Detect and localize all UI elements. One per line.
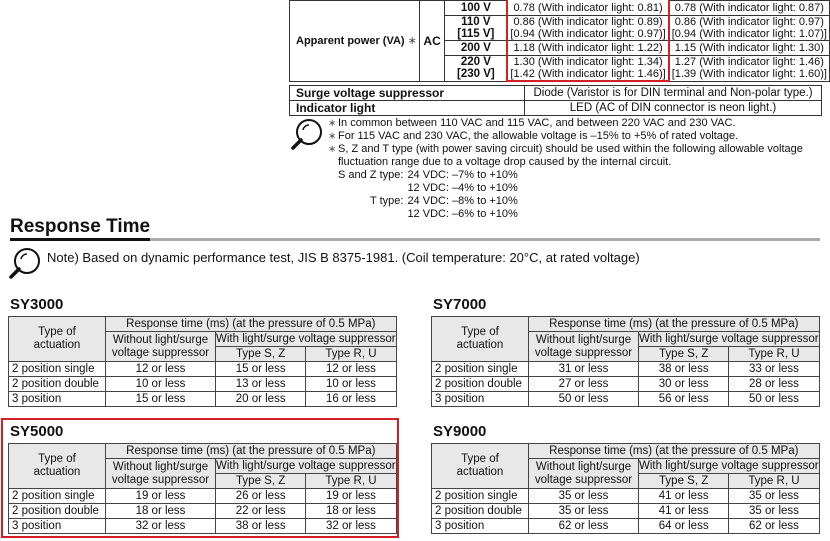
header-text: Without light/surge	[535, 460, 632, 473]
table-row	[9, 362, 397, 377]
without-header	[106, 332, 216, 362]
asterisk-mark: ∗	[328, 131, 337, 142]
notes-block	[328, 117, 803, 221]
asterisk-mark: ∗	[328, 144, 337, 155]
tolerance-table	[338, 169, 518, 221]
voltage-cell	[445, 16, 508, 41]
table-row	[432, 504, 820, 519]
apparent-power-table	[289, 0, 830, 82]
table-cell: 15 or less	[106, 392, 216, 407]
table-row	[290, 86, 822, 101]
without-header	[106, 459, 216, 489]
tolerance-value: 24 VDC: –7% to +10%	[407, 169, 518, 181]
table-cell: 10 or less	[306, 377, 396, 392]
type-header	[432, 317, 529, 362]
header-text: Type of	[461, 453, 499, 465]
table-cell: 35 or less	[529, 504, 639, 519]
type-ru-header: Type R, U	[729, 474, 819, 489]
table-cell: 33 or less	[729, 362, 819, 377]
table-cell: 28 or less	[729, 377, 819, 392]
table-cell: 19 or less	[106, 489, 216, 504]
table-cell: 62 or less	[729, 519, 819, 534]
header-text: Without light/surge	[112, 333, 209, 346]
value-text: 0.86 (With indicator light: 0.89)	[513, 16, 663, 28]
header-text: Without light/surge	[535, 333, 632, 346]
header-text: Type of	[461, 326, 499, 338]
type-sz-header: Type S, Z	[639, 474, 729, 489]
value-text: 1.30 (With indicator light: 1.34)	[513, 56, 663, 68]
with-header: With light/surge voltage suppressor	[639, 459, 819, 472]
section-underline	[10, 238, 150, 241]
note-item	[328, 130, 803, 143]
model-title-sy9000: SY9000	[433, 423, 487, 440]
note-item	[328, 117, 803, 130]
voltage-text: 110 V	[461, 16, 491, 28]
table-row	[9, 392, 397, 407]
table-cell: 15 or less	[216, 362, 306, 377]
list-item	[338, 182, 518, 195]
type-sz-header: Type S, Z	[216, 347, 306, 362]
value-cell	[669, 56, 830, 82]
section-title: Response Time	[10, 216, 151, 237]
list-item	[338, 195, 518, 208]
section-rule	[150, 238, 820, 241]
apparent-power-label	[290, 1, 420, 82]
header-row	[432, 444, 820, 459]
row-label: 2 position single	[432, 489, 529, 504]
table-cell: 26 or less	[216, 489, 306, 504]
note-item	[328, 143, 803, 169]
table-cell: 41 or less	[639, 489, 729, 504]
response-header: Response time (ms) (at the pressure of 0.5 MPa)	[529, 444, 820, 459]
value-text: [0.94 (With indicator light: 0.97)]	[510, 28, 666, 40]
table-cell: 13 or less	[216, 377, 306, 392]
magnifier-icon	[290, 117, 324, 151]
table-cell: 20 or less	[216, 392, 306, 407]
header-text: Type of	[38, 453, 76, 465]
table-cell: 64 or less	[639, 519, 729, 534]
note-text: S, Z and T type (with power saving circuit) should be used within the following allowable voltage	[338, 143, 803, 155]
type-ru-header: Type R, U	[306, 347, 396, 362]
type-header	[9, 444, 106, 489]
tolerance-list	[328, 169, 803, 221]
row-label: 3 position	[9, 392, 106, 407]
row-label: 2 position single	[9, 489, 106, 504]
table-cell: 18 or less	[306, 504, 396, 519]
response-header: Response time (ms) (at the pressure of 0.5 MPa)	[529, 317, 820, 332]
table-cell: 56 or less	[639, 392, 729, 407]
table-cell: 22 or less	[216, 504, 306, 519]
response-header: Response time (ms) (at the pressure of 0.5 MPa)	[106, 317, 397, 332]
value-text: [0.94 (With indicator light: 1.07)]	[671, 28, 827, 40]
value-cell: 1.18 (With indicator light: 1.22)	[507, 41, 668, 56]
value-cell	[507, 56, 668, 82]
tolerance-value: 12 VDC: –4% to +10%	[407, 182, 518, 194]
value-cell	[669, 16, 830, 41]
surge-value: Diode (Varistor is for DIN terminal and Non-polar type.)	[525, 86, 822, 101]
note-text: fluctuation range due to a voltage drop caused by the internal circuit.	[338, 156, 672, 168]
response-note: Note) Based on dynamic performance test, JIS B 8375-1981. (Coil temperature: 20°C, at rated voltage)	[47, 250, 640, 265]
table-row	[432, 489, 820, 504]
table-row	[290, 101, 822, 116]
table-cell: 62 or less	[529, 519, 639, 534]
type-header	[432, 444, 529, 489]
asterisk-mark: ∗	[328, 118, 337, 129]
voltage-cell: 100 V	[445, 1, 508, 16]
header-text: voltage suppressor	[111, 346, 210, 359]
type-sz-header: Type S, Z	[639, 347, 729, 362]
ac-label: AC	[419, 1, 444, 82]
table-row	[9, 489, 397, 504]
response-table-sy3000	[8, 316, 397, 407]
header-row	[9, 444, 397, 459]
voltage-text: 220 V	[460, 56, 491, 69]
row-label: 3 position	[432, 392, 529, 407]
tolerance-label	[338, 208, 407, 221]
response-table-sy5000	[8, 443, 397, 534]
model-title-sy5000: SY5000	[10, 423, 64, 440]
tolerance-value: 12 VDC: –6% to +10%	[407, 208, 518, 220]
table-cell: 16 or less	[306, 392, 396, 407]
voltage-text: [230 V]	[456, 68, 495, 81]
value-cell: 1.15 (With indicator light: 1.30)	[669, 41, 830, 56]
table-cell: 18 or less	[106, 504, 216, 519]
value-text: 0.86 (With indicator light: 0.97)	[674, 16, 824, 28]
table-cell: 35 or less	[529, 489, 639, 504]
magnifier-icon	[8, 246, 42, 280]
header-row	[432, 317, 820, 332]
type-ru-header: Type R, U	[729, 347, 819, 362]
table-cell: 12 or less	[306, 362, 396, 377]
with-header: With light/surge voltage suppressor	[639, 332, 819, 345]
tolerance-value: 24 VDC: –8% to +10%	[407, 195, 518, 207]
with-header: With light/surge voltage suppressor	[216, 459, 396, 472]
surge-label: Surge voltage suppressor	[290, 86, 525, 101]
table-cell: 32 or less	[306, 519, 396, 534]
table-cell: 31 or less	[529, 362, 639, 377]
voltage-text: [115 V]	[457, 28, 495, 40]
tolerance-label: T type:	[370, 195, 404, 207]
response-table-sy7000	[431, 316, 820, 407]
table-cell: 19 or less	[306, 489, 396, 504]
table-cell: 27 or less	[529, 377, 639, 392]
model-title-sy3000: SY3000	[10, 296, 64, 313]
table-row	[290, 1, 830, 16]
value-cell: 0.78 (With indicator light: 0.81)	[507, 1, 668, 16]
tolerance-label	[338, 182, 407, 195]
table-cell: 50 or less	[729, 392, 819, 407]
note-text: In common between 110 VAC and 115 VAC, and between 220 VAC and 230 VAC.	[338, 117, 736, 129]
list-item	[338, 169, 518, 182]
type-header	[9, 317, 106, 362]
value-cell	[507, 16, 668, 41]
row-label: 2 position double	[9, 504, 106, 519]
table-cell: 38 or less	[216, 519, 306, 534]
header-text: voltage suppressor	[534, 473, 633, 486]
list-item	[338, 208, 518, 221]
type-ru-header: Type R, U	[306, 474, 396, 489]
table-row	[432, 392, 820, 407]
apparent-power-text: Apparent power (VA)	[296, 34, 405, 47]
type-sz-header: Type S, Z	[216, 474, 306, 489]
table-cell: 12 or less	[106, 362, 216, 377]
header-text: actuation	[456, 339, 504, 351]
table-row	[9, 504, 397, 519]
table-cell: 32 or less	[106, 519, 216, 534]
row-label: 2 position double	[432, 377, 529, 392]
row-label: 2 position double	[9, 377, 106, 392]
indicator-label: Indicator light	[290, 101, 525, 116]
value-cell: 0.78 (With indicator light: 0.87)	[669, 1, 830, 16]
response-table-sy9000	[431, 443, 820, 534]
header-text: actuation	[456, 466, 504, 478]
row-label: 2 position double	[432, 504, 529, 519]
voltage-cell: 200 V	[445, 41, 508, 56]
indicator-value: LED (AC of DIN connector is neon light.)	[525, 101, 822, 116]
header-text: actuation	[33, 466, 81, 478]
table-cell: 10 or less	[106, 377, 216, 392]
tolerance-label: S and Z type:	[338, 169, 404, 181]
table-cell: 35 or less	[729, 489, 819, 504]
row-label: 3 position	[432, 519, 529, 534]
value-text: [1.39 (With indicator light: 1.60)]	[671, 68, 827, 81]
row-label: 2 position single	[432, 362, 529, 377]
table-row	[9, 519, 397, 534]
table-cell: 35 or less	[729, 504, 819, 519]
header-text: Without light/surge	[112, 460, 209, 473]
table-row	[432, 362, 820, 377]
model-title-sy7000: SY7000	[433, 296, 487, 313]
table-row	[432, 377, 820, 392]
header-text: Type of	[38, 326, 76, 338]
voltage-cell	[445, 56, 508, 82]
without-header	[529, 332, 639, 362]
table-cell: 41 or less	[639, 504, 729, 519]
table-row	[432, 519, 820, 534]
suppressor-table	[289, 85, 822, 116]
header-text: actuation	[33, 339, 81, 351]
table-cell: 38 or less	[639, 362, 729, 377]
table-cell: 30 or less	[639, 377, 729, 392]
table-cell: 50 or less	[529, 392, 639, 407]
without-header	[529, 459, 639, 489]
header-row	[9, 317, 397, 332]
table-row	[9, 377, 397, 392]
header-text: voltage suppressor	[534, 346, 633, 359]
row-label: 2 position single	[9, 362, 106, 377]
row-label: 3 position	[9, 519, 106, 534]
note-text: For 115 VAC and 230 VAC, the allowable voltage is –15% to +5% of rated voltage.	[338, 130, 739, 142]
response-header: Response time (ms) (at the pressure of 0.5 MPa)	[106, 444, 397, 459]
value-text: [1.42 (With indicator light: 1.46)]	[510, 68, 666, 80]
header-text: voltage suppressor	[111, 473, 210, 486]
asterisk-mark: ∗	[407, 34, 417, 47]
with-header: With light/surge voltage suppressor	[216, 332, 396, 345]
value-text: 1.27 (With indicator light: 1.46)	[674, 56, 824, 69]
